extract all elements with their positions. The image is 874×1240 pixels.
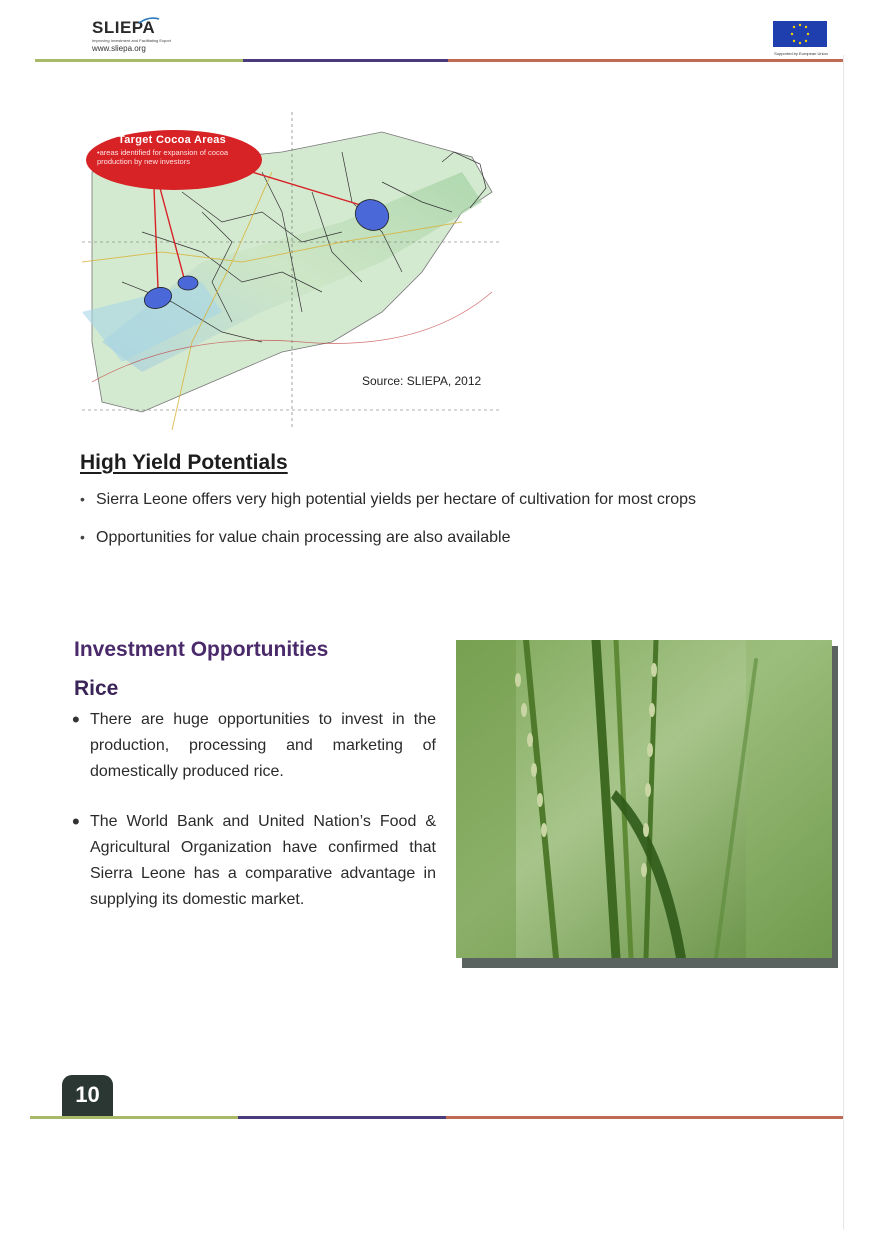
rice-plant-photo [456,640,832,958]
website-link[interactable]: www.sliepa.org [92,44,146,53]
eu-caption: Supported by European Union [774,51,828,56]
header-rule-purple [243,59,448,62]
rice-subheading: Rice [74,677,119,700]
high-yield-heading: High Yield Potentials [80,451,288,474]
bullet-dot-icon: • [80,529,85,545]
logo-tagline: Improving Investment and Facilitating Export [92,38,171,43]
bullet-dot-icon: • [72,809,80,834]
map-source: Source: SLIEPA, 2012 [362,374,482,388]
yield-bullet-2: Opportunities for value chain processing are also available [96,529,511,546]
investment-heading: Investment Opportunities [74,638,329,661]
callout-title: Target Cocoa Areas [118,134,227,146]
page-number: 10 [75,1082,100,1107]
header-rule-olive [35,59,243,62]
header-rule-rust [448,59,843,62]
logo-swoosh-icon [138,16,160,26]
bullet-dot-icon: • [72,707,80,732]
yield-bullet-1: Sierra Leone offers very high potential yields per hectare of cultivation for most crops [96,491,697,508]
sliepa-logo: SLIEPA [92,18,156,37]
page-edge-line [843,55,844,1230]
footer-rule-olive [30,1116,238,1119]
footer-rule-rust [446,1116,843,1119]
callout-text: •areas identified for expansion of cocoa production by new investors [97,148,229,166]
bullet-dot-icon: • [80,491,85,507]
rice-paragraph-1: There are huge opportunities to invest in the production, processing and marketing of domestically produced rice. [90,711,436,780]
eu-flag-icon [773,21,827,47]
footer-rule-purple [238,1116,446,1119]
rice-paragraph-2: The World Bank and United Nation’s Food & Agricultural Organization have confirmed that Sierra Leone has a comparative advantage in supplying its domestic market. [90,813,436,908]
